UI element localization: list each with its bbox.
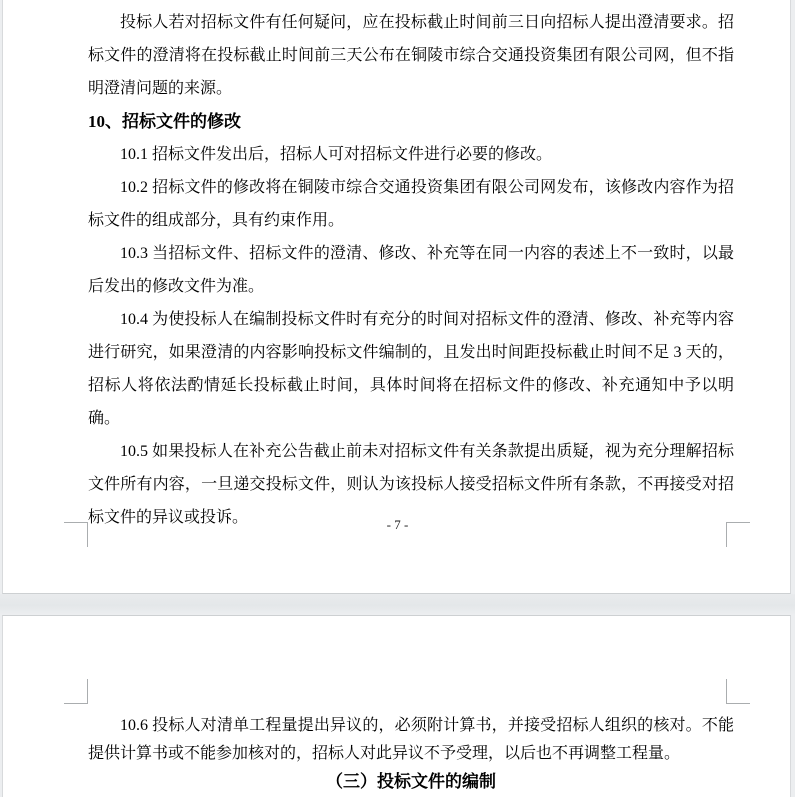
- page-2[interactable]: [2, 615, 791, 797]
- paragraph-10-4: 10.4 为使投标人在编制投标文件时有充分的时间对招标文件的澄清、修改、补充等内容进行研究，如果澄清的内容影响投标文件编制的，且发出时间距投标截止时间不足 3 天的，招标人将依法酌情延长投标截止时间，具体时间将在招标文件的修改、补充通知中予以明确。: [88, 311, 734, 427]
- page-break-gap: [0, 594, 795, 615]
- margin-corner-mark-top-left: [64, 679, 88, 704]
- page-1[interactable]: [2, 0, 791, 594]
- paragraph-10-6: 10.6 投标人对清单工程量提出异议的，必须附计算书，并接受招标人组织的核对。不能提供计算书或不能参加核对的，招标人对此异议不予受理，以后也不再调整工程量。: [88, 717, 734, 762]
- margin-corner-mark-bottom-left: [64, 522, 88, 547]
- page-2-body-text: [88, 712, 734, 796]
- paragraph-10-5: 10.5 如果投标人在补充公告截止前未对招标文件有关条款提出质疑，视为充分理解招标文件所有内容，一旦递交投标文件，则认为该投标人接受招标文件所有条款，不再接受对招标文件的异议或投诉。: [88, 443, 734, 526]
- page-1-body-text: [88, 6, 734, 534]
- margin-corner-mark-bottom-right: [726, 522, 750, 547]
- heading-preparation-of-tender-documents: （三）投标文件的编制: [326, 772, 496, 791]
- page-number: - 7 -: [386, 517, 409, 532]
- paragraph-clarification: 投标人若对招标文件有任何疑问，应在投标截止时间前三日向招标人提出澄清要求。招标文件的澄清将在投标截止时间前三天公布在铜陵市综合交通投资集团有限公司网，但不指明澄清问题的来源。: [88, 14, 734, 97]
- margin-corner-mark-top-right: [726, 679, 750, 704]
- paragraph-10-1: 10.1 招标文件发出后，招标人可对招标文件进行必要的修改。: [120, 146, 553, 163]
- heading-modification-of-bid-documents: 10、招标文件的修改: [88, 112, 241, 131]
- paragraph-10-3: 10.3 当招标文件、招标文件的澄清、修改、补充等在同一内容的表述上不一致时，以最后发出的修改文件为准。: [88, 245, 734, 295]
- paragraph-10-2: 10.2 招标文件的修改将在铜陵市综合交通投资集团有限公司网发布，该修改内容作为招标文件的组成部分，具有约束作用。: [88, 179, 734, 229]
